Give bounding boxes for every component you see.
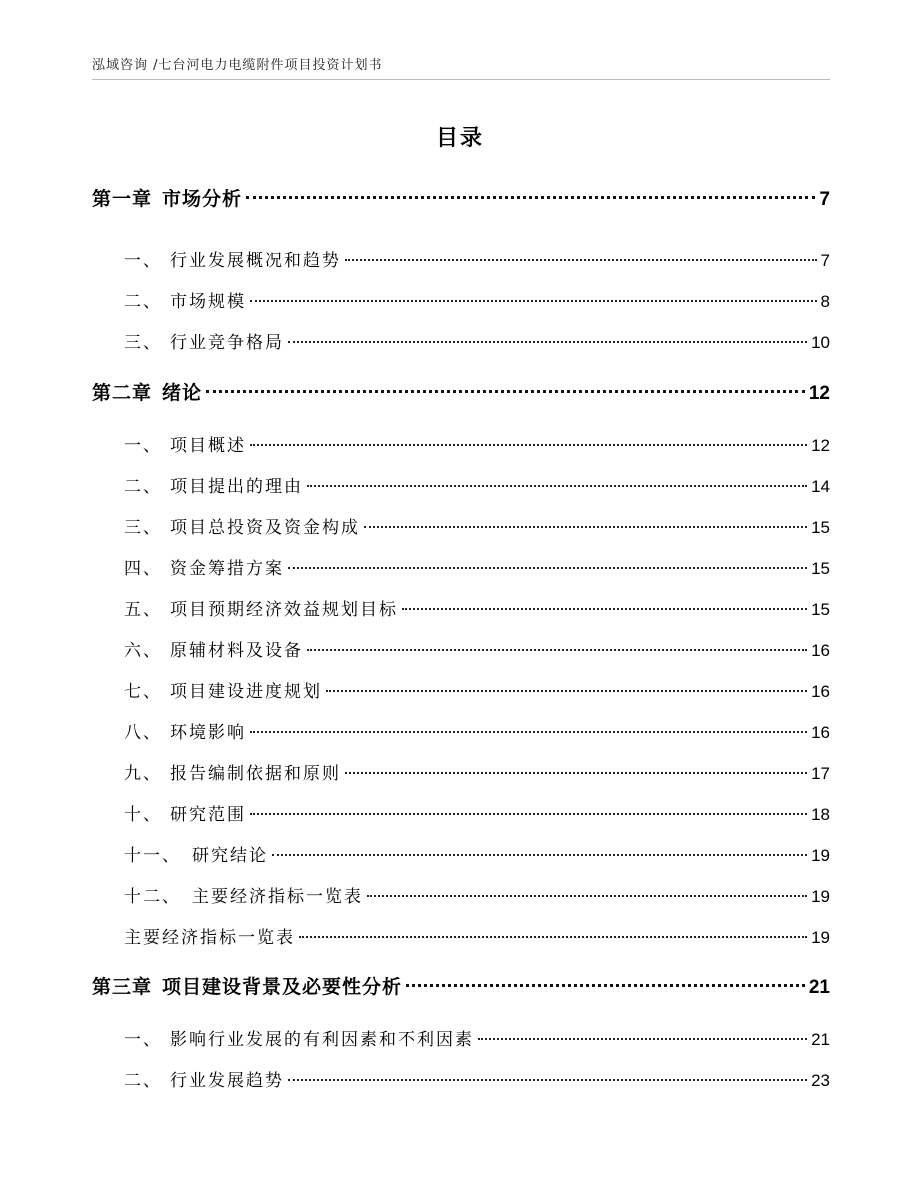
toc-section-title: 项目建设进度规划	[170, 682, 322, 702]
toc-section-title: 研究范围	[170, 805, 246, 825]
toc-page-number: 8	[820, 292, 830, 311]
toc-section[interactable]	[124, 882, 830, 907]
toc-section-title: 行业发展概况和趋势	[170, 251, 341, 271]
toc-section[interactable]	[124, 472, 830, 497]
toc-section-number: 七、	[124, 682, 162, 702]
toc-page-number: 19	[811, 846, 830, 865]
toc-page-number: 7	[819, 189, 830, 210]
toc-section-number: 十一、	[124, 846, 181, 866]
toc-section-title: 原辅材料及设备	[170, 641, 303, 661]
toc-leader-dots	[345, 772, 807, 774]
toc-section-number: 十二、	[124, 887, 181, 907]
toc-chapter-number: 第三章	[92, 976, 153, 998]
toc-page-number: 16	[811, 723, 830, 742]
toc-page-number: 14	[811, 477, 830, 496]
toc-leader-dots	[288, 1079, 807, 1081]
toc-section[interactable]	[124, 759, 830, 784]
page-header: 泓域咨询 /七台河电力电缆附件项目投资计划书	[92, 58, 383, 73]
toc-leader-dots	[250, 300, 817, 302]
toc-section-number: 一、	[124, 436, 162, 456]
toc-section-number: 五、	[124, 600, 162, 620]
toc-chapter-3[interactable]	[92, 972, 830, 999]
toc-section[interactable]	[124, 554, 830, 579]
toc-section-title: 环境影响	[170, 723, 246, 743]
toc-section[interactable]	[124, 328, 830, 353]
toc-section-number: 二、	[124, 292, 162, 312]
toc-leader-dots	[288, 567, 807, 569]
toc-leader-dots	[402, 608, 807, 610]
toc-leader-dots	[250, 731, 807, 733]
toc-section[interactable]	[124, 841, 830, 866]
toc-section-number: 九、	[124, 764, 162, 784]
toc-section-title: 行业竞争格局	[170, 333, 284, 353]
toc-chapter-title: 绪论	[162, 382, 203, 404]
toc-page-number: 15	[811, 559, 830, 578]
toc-page-number: 7	[820, 251, 830, 270]
toc-page-number: 10	[811, 333, 830, 352]
toc-section-title: 项目总投资及资金构成	[170, 518, 360, 538]
toc-page-number: 23	[811, 1071, 830, 1090]
toc-leader-dots	[288, 341, 807, 343]
toc-section-number: 二、	[124, 477, 162, 497]
toc-leader-dots	[367, 895, 807, 897]
toc-leader-dots	[246, 196, 815, 199]
toc-section-number: 六、	[124, 641, 162, 661]
toc-chapter-title: 市场分析	[162, 188, 243, 210]
toc-section-title: 主要经济指标一览表	[192, 887, 363, 907]
toc-leader-dots	[307, 649, 807, 651]
toc-section[interactable]	[124, 431, 830, 456]
toc-section[interactable]	[124, 636, 830, 661]
toc-section-title: 市场规模	[170, 292, 246, 312]
toc-section-number: 十、	[124, 805, 162, 825]
toc-leader-dots	[307, 485, 807, 487]
toc-page-number: 18	[811, 805, 830, 824]
toc-section-title: 资金筹措方案	[170, 559, 284, 579]
toc-chapter-number: 第一章	[92, 188, 153, 210]
toc-section[interactable]	[124, 800, 830, 825]
toc-section-title: 报告编制依据和原则	[170, 764, 341, 784]
toc-page-number: 17	[811, 764, 830, 783]
toc-section-number: 三、	[124, 518, 162, 538]
toc-section-number: 一、	[124, 251, 162, 271]
toc-section-title: 行业发展趋势	[170, 1071, 284, 1091]
toc-leader-dots	[326, 690, 807, 692]
toc-section-number: 四、	[124, 559, 162, 579]
toc-section-title: 项目概述	[170, 436, 246, 456]
toc-leader-dots	[364, 526, 807, 528]
toc-leader-dots	[206, 390, 805, 393]
toc-section-title: 主要经济指标一览表	[124, 928, 295, 948]
toc-section[interactable]	[124, 513, 830, 538]
toc-section-number: 八、	[124, 723, 162, 743]
toc-leader-dots	[250, 813, 807, 815]
toc-page-number: 15	[811, 518, 830, 537]
toc-section[interactable]	[124, 1066, 830, 1091]
header-divider	[92, 79, 830, 80]
toc-section-title: 研究结论	[192, 846, 268, 866]
toc-page-number: 15	[811, 600, 830, 619]
toc-section[interactable]	[124, 677, 830, 702]
toc-page-number: 21	[811, 1030, 830, 1049]
toc-section-title: 影响行业发展的有利因素和不利因素	[170, 1030, 474, 1050]
toc-page-number: 12	[808, 383, 830, 404]
toc-leader-dots	[345, 259, 817, 261]
toc-page-number: 19	[811, 928, 830, 947]
toc-section-number: 二、	[124, 1071, 162, 1091]
toc-section-title: 项目提出的理由	[170, 477, 303, 497]
toc-section[interactable]	[124, 246, 830, 271]
toc-page-number: 16	[811, 641, 830, 660]
toc-section[interactable]	[124, 595, 830, 620]
toc-leader-dots	[478, 1038, 807, 1040]
toc-chapter-title: 项目建设背景及必要性分析	[162, 976, 403, 998]
toc-section[interactable]	[124, 718, 830, 743]
toc-page-number: 12	[811, 436, 830, 455]
toc-leader-dots	[406, 984, 805, 987]
toc-section[interactable]	[124, 923, 830, 948]
toc-page-number: 21	[808, 977, 830, 998]
toc-section[interactable]	[124, 1025, 830, 1050]
toc-section-number: 一、	[124, 1030, 162, 1050]
toc-chapter-2[interactable]	[92, 378, 830, 405]
toc-section-title: 项目预期经济效益规划目标	[170, 600, 398, 620]
toc-leader-dots	[250, 444, 807, 446]
toc-title: 目录	[435, 126, 484, 151]
toc-leader-dots	[272, 854, 807, 856]
toc-section-number: 三、	[124, 333, 162, 353]
toc-chapter-number: 第二章	[92, 382, 153, 404]
toc-section[interactable]	[124, 287, 830, 312]
toc-page-number: 16	[811, 682, 830, 701]
toc-chapter-1[interactable]	[92, 184, 830, 211]
toc-leader-dots	[299, 936, 807, 938]
toc-page-number: 19	[811, 887, 830, 906]
